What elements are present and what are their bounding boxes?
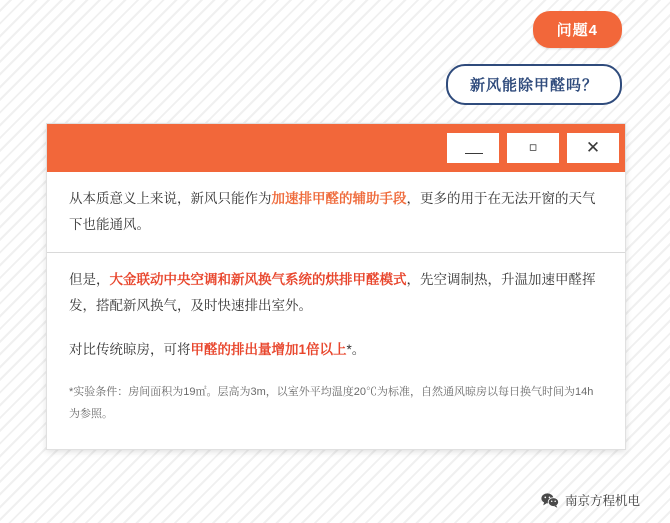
maximize-button[interactable]: ▫ <box>507 133 559 163</box>
paragraph-one-text-b: ，更多的用于在无法开窗的天气下也能通风。 <box>69 191 596 232</box>
paragraph-two-text-a: 但是， <box>69 272 110 287</box>
paragraph-one-text-a: 从本质意义上来说，新风只能作为 <box>69 191 272 206</box>
question-text-pill: 新风能除甲醛吗？ <box>446 64 622 105</box>
paragraph-one-highlight: 加速排甲醛的辅助手段 <box>271 191 407 206</box>
paragraph-two-highlight: 大金联动中央空调和新风换气系统的烘排甲醛模式 <box>109 272 407 287</box>
paragraph-three <box>47 333 625 377</box>
paragraph-two <box>47 253 625 333</box>
question-badge-row <box>533 11 622 48</box>
minimize-button[interactable] <box>447 133 499 163</box>
window-titlebar <box>47 124 625 172</box>
answer-card <box>46 123 626 450</box>
paragraph-two-text-b: ，先空调制热，升温加速甲醛挥发，搭配新风换气，及时快速排出室外。 <box>69 272 596 313</box>
paragraph-three-highlight: 甲醛的排出量增加1倍以上 <box>190 342 347 357</box>
paragraph-three-text-b: *。 <box>346 342 366 357</box>
account-name: 南京方程机电 <box>564 494 640 508</box>
paragraph-three-text-a: 对比传统晾房，可将 <box>69 342 191 357</box>
question-pill-row <box>446 64 622 105</box>
wechat-icon <box>541 493 559 508</box>
paragraph-one <box>47 172 625 252</box>
close-button[interactable]: ✕ <box>567 133 619 163</box>
footnote-text: *实验条件：房间面积为19㎡。层高为3m，以室外平均温度20℃为标准，自然通风晾房以每日换气时间为14h为参照。 <box>69 386 594 420</box>
account-footer <box>541 491 640 509</box>
answer-body <box>47 172 625 449</box>
question-number-badge: 问题4 <box>533 11 622 48</box>
